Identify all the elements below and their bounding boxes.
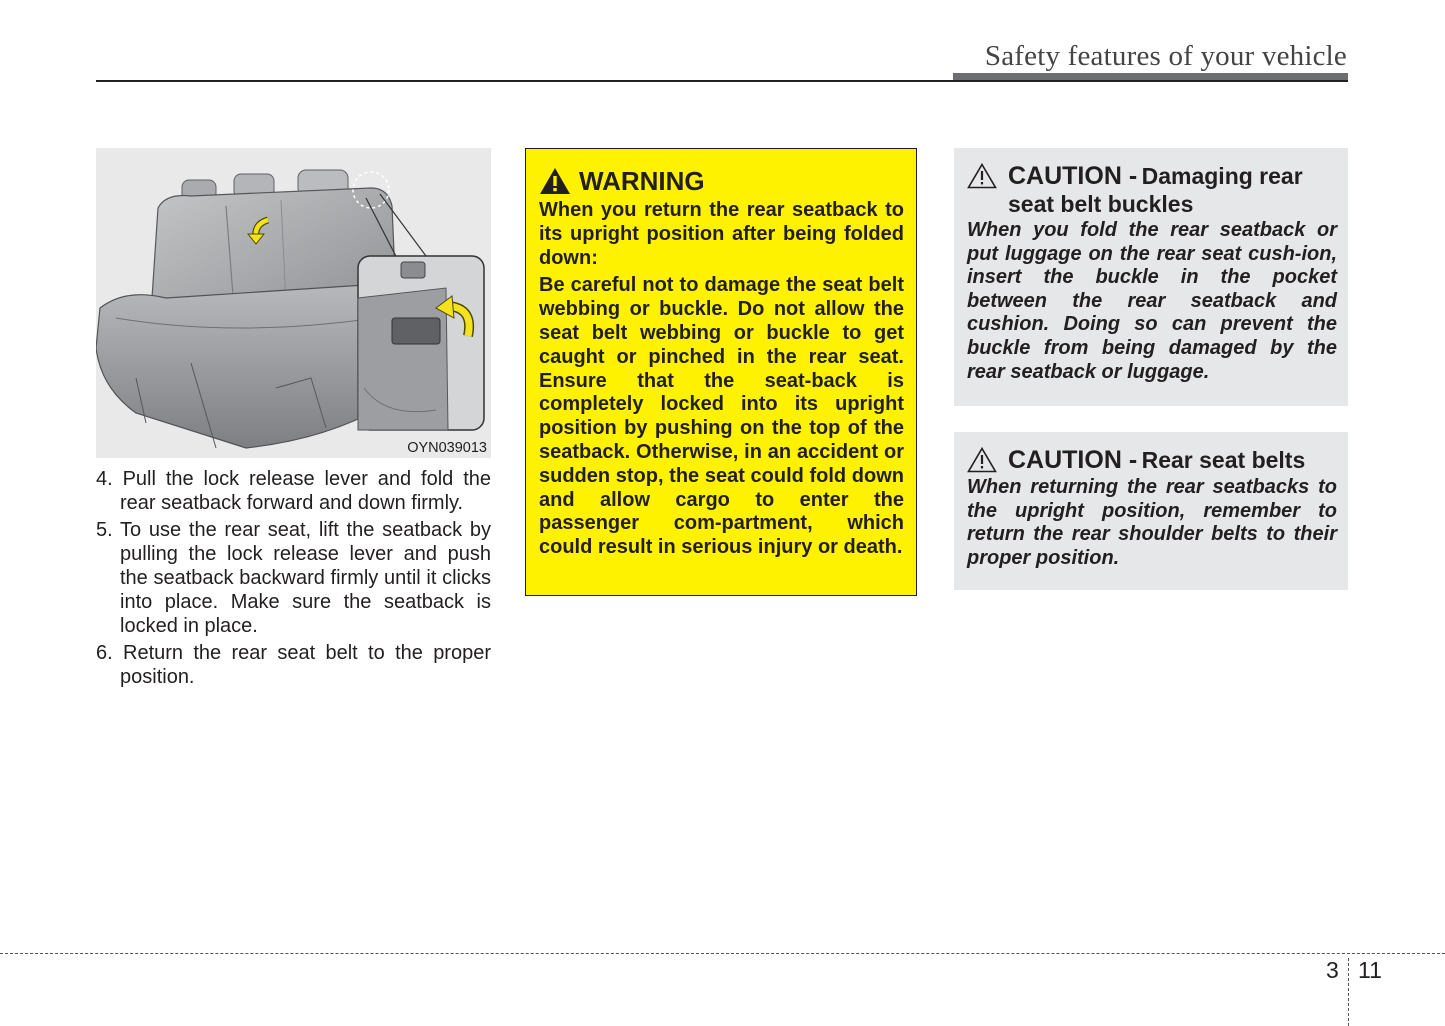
caution-triangle-icon: [967, 447, 997, 473]
rear-seat-figure: [96, 148, 491, 458]
page-number-separator: [1348, 958, 1349, 1026]
caution-text: When returning the rear seatbacks to the upright position, remember to return the rear shoulder belts to their proper position.: [967, 476, 1337, 569]
warning-triangle-icon: [539, 167, 571, 195]
list-item: 5. To use the rear seat, lift the seatback by pulling the lock release lever and push the seatback backward firmly until it clicks into place. Make sure the seatback is locked in place.: [96, 519, 491, 637]
warning-paragraph: Be careful not to damage the seat belt webbing or buckle. Do not allow the seat belt webbing or buckle to get caught or pinched in the rear seat. Ensure that the seat-back is completely locked into its upright position by pushing on the top of the seatback. Otherwise, in an accident or sudden stop, the seat could fold down and allow cargo to enter the passenger com-partment, which could result in serious injury or death.: [539, 274, 904, 559]
caution-text: When you fold the rear seatback or put luggage on the rear seat cush-ion, insert the buckle in the pocket between the rear seatback and cushion. Doing so can prevent the buckle from being damaged by the rear seatback or luggage.: [967, 219, 1337, 383]
caution-triangle-icon: [967, 163, 997, 189]
list-item: 6. Return the rear seat belt to the proper position.: [96, 642, 491, 688]
caution-subtitle: Damaging rear seat belt buckles: [1008, 163, 1303, 217]
warning-paragraph: When you return the rear seatback to its upright position after being folded down:: [539, 199, 904, 269]
rear-seat-folding-illustration: [96, 148, 491, 458]
list-item: 4. Pull the lock release lever and fold the rear seatback forward and down firmly.: [96, 468, 491, 514]
warning-heading: [539, 163, 904, 199]
warning-title: WARNING: [579, 165, 705, 196]
caution-heading: [967, 162, 1337, 218]
instruction-steps: [96, 467, 491, 692]
caution-box-buckles: [954, 148, 1348, 406]
caution-subtitle: Rear seat belts: [1141, 447, 1306, 473]
chapter-number: 3: [1326, 957, 1339, 983]
caution-keyword: CAUTION -: [1008, 162, 1138, 190]
caution-box-seat-belts: [954, 432, 1348, 590]
running-header-title: Safety features of your vehicle: [984, 40, 1347, 72]
header-rule: [96, 80, 1348, 82]
footer-dashed-rule: [0, 953, 1445, 954]
caution-heading: [967, 446, 1337, 475]
caution-keyword: CAUTION -: [1008, 446, 1138, 474]
page-number: 11: [1358, 957, 1382, 983]
warning-box: [525, 148, 917, 596]
figure-code: OYN039013: [407, 440, 487, 456]
